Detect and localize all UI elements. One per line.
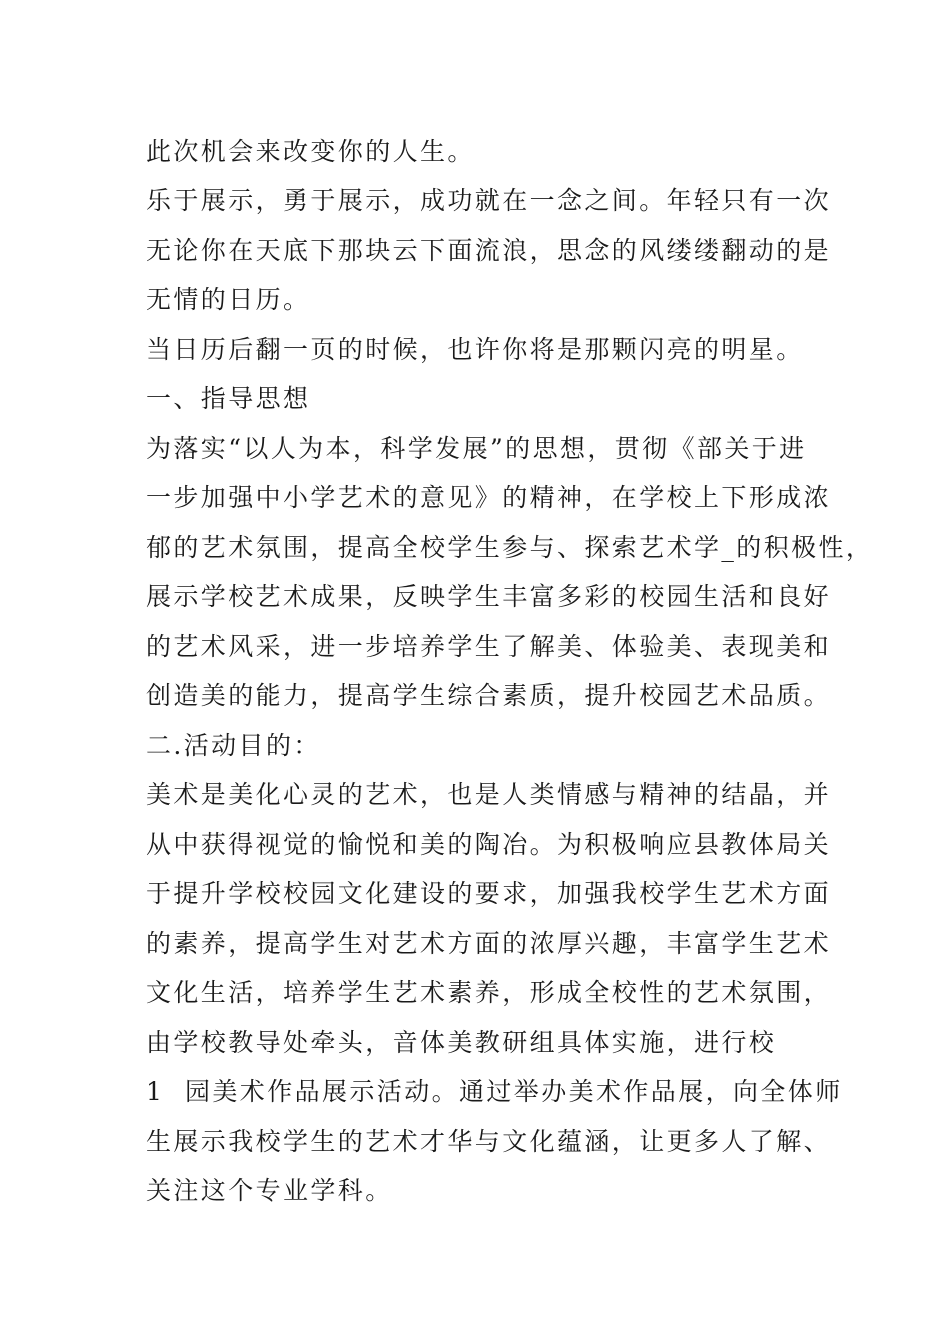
text-line: 此次机会来改变你的人生。 [146,137,475,166]
text-line: 由学校教导处牵头，音体美教研组具体实施，进行校 [146,1028,777,1057]
section-heading: 一、指导思想 [146,384,311,413]
text-line: 无论你在天底下那块云下面流浪，思念的风缕缕翻动的是 [146,236,832,265]
text-line: 1 园美术作品展示活动。通过举办美术作品展，向全体师 [146,1077,843,1106]
text-line: 一步加强中小学艺术的意见》的精神，在学校上下形成浓 [146,483,832,512]
section-heading: 二.活动目的： [146,731,321,760]
text-line: 郁的艺术氛围，提高全校学生参与、探索艺术学_的积极性， [146,533,874,562]
text-line: 从中获得视觉的愉悦和美的陶冶。为积极响应县教体局关 [146,830,832,859]
text-line: 美术是美化心灵的艺术，也是人类情感与精神的结晶，并 [146,780,832,809]
text-line: 创造美的能力，提高学生综合素质，提升校园艺术品质。 [146,681,832,710]
text-line: 乐于展示，勇于展示，成功就在一念之间。年轻只有一次 [146,186,832,215]
text-line: 的艺术风采，进一步培养学生了解美、体验美、表现美和 [146,632,832,661]
text-line: 关注这个专业学科。 [146,1176,393,1205]
text-line: 文化生活，培养学生艺术素养，形成全校性的艺术氛围， [146,978,832,1007]
text-line: 于提升学校校园文化建设的要求，加强我校学生艺术方面 [146,879,832,908]
text-line: 展示学校艺术成果，反映学生丰富多彩的校园生活和良好 [146,582,832,611]
text-line: 无情的日历。 [146,285,311,314]
text-line: 为落实“以人为本，科学发展”的思想，贯彻《部关于进 [146,434,807,463]
text-line: 的素养，提高学生对艺术方面的浓厚兴趣，丰富学生艺术 [146,929,832,958]
text-line: 当日历后翻一页的时候，也许你将是那颗闪亮的明星。 [146,335,804,364]
text-line: 生展示我校学生的艺术才华与文化蕴涵，让更多人了解、 [146,1127,832,1156]
